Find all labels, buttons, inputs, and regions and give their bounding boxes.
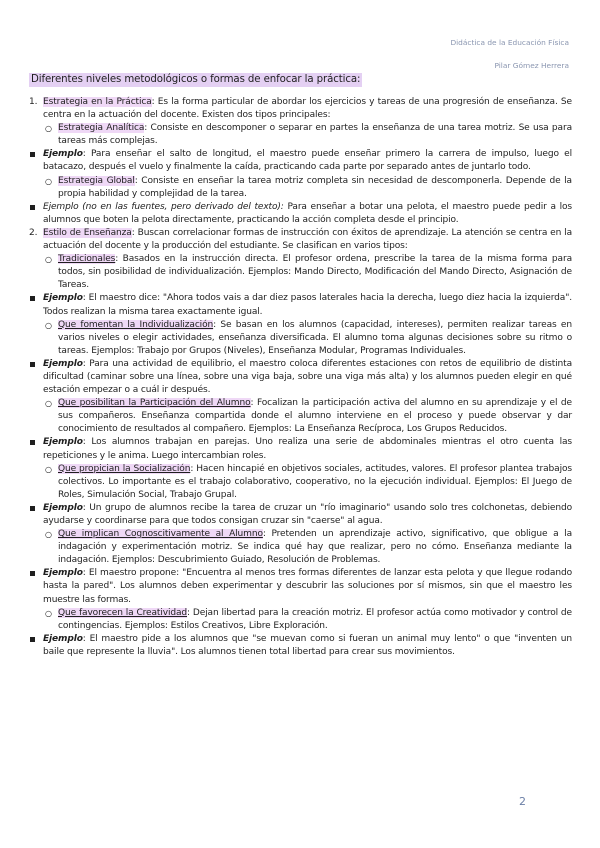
header-author: Pilar Gómez Herrera bbox=[494, 61, 569, 70]
term-highlight: Que posibilitan la Participación del Alumno bbox=[58, 398, 251, 409]
item-text: : Buscan correlacionar formas de instrucción con éxitos de aprendizaje. La atención se centra en la actuación del docente y la producción del estudiante. Se clasifican en varios tipos: bbox=[43, 227, 572, 252]
example-label: Ejemplo bbox=[43, 502, 83, 513]
sub-item-traditional bbox=[29, 253, 572, 292]
item-text: : Un grupo de alumnos recibe la tarea de cruzar un "río imaginario" usando solo tres colchonetas, debiendo ayudarse y coordinarse para que todos consigan cruzar sin "caerse" al agua. bbox=[43, 502, 572, 526]
item-text: : Los alumnos trabajan en parejas. Uno realiza una serie de abdominales mientras el otro cuenta las repeticiones y le anima. Luego intercambian roles. bbox=[43, 437, 572, 461]
example-label: Ejemplo bbox=[43, 358, 83, 369]
term-highlight: Estrategia Global bbox=[58, 175, 135, 186]
square-bullet-icon bbox=[30, 506, 35, 511]
term-highlight: Que favorecen la Creatividad bbox=[58, 607, 188, 618]
circle-bullet-icon: ○ bbox=[45, 464, 52, 474]
item-text: : Hacen hincapié en objetivos sociales, actitudes, valores. El profesor plantea trabajos colectivos. Lo importante es el trabajo colaborativo, cooperativo, no la ejecución individual. Ejemplos: El Juego de Roles, Simulación Social, Trabajo Grupal. bbox=[58, 463, 572, 500]
example-item bbox=[29, 292, 572, 318]
circle-bullet-icon: ○ bbox=[45, 176, 52, 186]
circle-bullet-icon: ○ bbox=[45, 124, 52, 134]
square-bullet-icon bbox=[30, 296, 35, 301]
example-label: Ejemplo (no en las fuentes, pero derivado del texto): bbox=[43, 201, 284, 212]
item-text: : Consiste en enseñar la tarea motriz completa sin necesidad de descomponerla. Depende de la propia habilidad y complejidad de la tarea. bbox=[58, 175, 572, 199]
item-text: : El maestro propone: "Encuentra al menos tres formas diferentes de lanzar esta pelota y que llegue rodando hasta la pared". Los alumnos deben experimentar y descubrir las soluciones por sí mismos, sin que el maestro les muestre las formas. bbox=[43, 568, 572, 605]
item-text: : El maestro pide a los alumnos que "se muevan como si fueran un animal muy lento" o que "inventen un baile que represente la lluvia". Los alumnos tienen total libertad para crear sus movimientos. bbox=[43, 633, 572, 657]
term-highlight: Que implican Cognoscitivamente al Alumno bbox=[58, 529, 263, 540]
item-text: : Focalizan la participación activa del alumno en su aprendizaje y el de sus compañeros. Enseñanza compartida donde el alumno interviene en el proceso y puede observar y dar conocimiento de resultados al compañero. Ejemplos: La Enseñanza Recíproca, Los Grupos Reducidos. bbox=[58, 398, 572, 435]
sub-item-creativity bbox=[29, 607, 572, 633]
square-bullet-icon bbox=[30, 205, 35, 210]
term-highlight: Estilo de Enseñanza bbox=[43, 227, 132, 238]
example-label: Ejemplo bbox=[43, 568, 83, 579]
example-item bbox=[29, 633, 572, 659]
numbered-item-style bbox=[29, 227, 572, 253]
document-body bbox=[29, 96, 572, 659]
item-text: : Consiste en descomponer o separar en partes la enseñanza de una tarea motriz. Se usa para tareas más complejas. bbox=[58, 123, 572, 147]
sub-item-participation bbox=[29, 397, 572, 436]
example-label: Ejemplo bbox=[43, 437, 83, 448]
item-text: Para enseñar a botar una pelota, el maestro puede pedir a los alumnos que boten la pelota directamente, practicando la acción completa desde el principio. bbox=[43, 201, 572, 225]
item-text: : Basados en la instrucción directa. El profesor ordena, prescribe la tarea de la misma forma para todos, sin posibilidad de individualización. Ejemplos: Mando Directo, Modificación del Mando Directo, Asignación de Tareas. bbox=[58, 254, 572, 291]
circle-bullet-icon: ○ bbox=[45, 530, 52, 540]
item-text: : Pretenden un aprendizaje activo, significativo, que obligue a la indagación y experimentación motriz. Se indica qué hay que realizar, pero no cómo. Enseñanza mediante la indagación. Ejemplos: Descubrimiento Guiado, Resolución de Problemas. bbox=[58, 529, 573, 566]
item-text: : Para una actividad de equilibrio, el maestro coloca diferentes estaciones con retos de equilibrio de distinta dificultad (caminar sobre una línea, sobre una viga baja, sobre una viga más alta) y los alumnos pueden elegir en qué estación empezar o a cuál ir después. bbox=[43, 358, 572, 396]
list-number: 2. bbox=[29, 227, 38, 238]
example-item bbox=[29, 567, 572, 606]
square-bullet-icon bbox=[30, 362, 35, 367]
example-label: Ejemplo bbox=[43, 149, 83, 160]
item-text: : El maestro dice: "Ahora todos vais a dar diez pasos laterales hacia la derecha, luego diez hacia la izquierda". Todos realizan la misma tarea exactamente igual. bbox=[43, 293, 572, 317]
circle-bullet-icon: ○ bbox=[45, 320, 52, 330]
term-highlight: Tradicionales bbox=[58, 254, 116, 265]
example-label: Ejemplo bbox=[43, 633, 83, 644]
sub-item-cognitive bbox=[29, 528, 572, 567]
square-bullet-icon bbox=[30, 637, 35, 642]
page-number: 2 bbox=[519, 795, 526, 808]
section-title: Diferentes niveles metodológicos o formas de enfocar la práctica: bbox=[31, 74, 361, 85]
numbered-item-strategy bbox=[29, 96, 572, 122]
term-highlight: Estrategia en la Práctica bbox=[43, 97, 152, 107]
example-item bbox=[29, 148, 572, 174]
term-highlight: Estrategia Analítica bbox=[58, 123, 145, 134]
term-highlight: Que fomentan la Individualización bbox=[58, 319, 214, 330]
example-item bbox=[29, 502, 572, 528]
header-course-title: Didáctica de la Educación Física bbox=[450, 38, 569, 47]
example-label: Ejemplo bbox=[43, 293, 83, 304]
list-number: 1. bbox=[29, 97, 38, 107]
item-text: : Es la forma particular de abordar los ejercicios y tareas de una progresión de enseñanza. Se centra en la actuación del docente. Existen dos tipos principales: bbox=[43, 97, 572, 121]
example-item bbox=[29, 436, 572, 462]
sub-item-socialization bbox=[29, 463, 572, 502]
term-highlight: Que propician la Socialización bbox=[58, 463, 191, 474]
example-item bbox=[29, 201, 572, 227]
item-text: : Dejan libertad para la creación motriz. El profesor actúa como motivador y control de contingencias. Ejemplos: Estilos Creativos, Libre Exploración. bbox=[58, 607, 572, 631]
example-item bbox=[29, 358, 572, 397]
square-bullet-icon bbox=[30, 440, 35, 445]
square-bullet-icon bbox=[30, 152, 35, 157]
square-bullet-icon bbox=[30, 571, 35, 576]
circle-bullet-icon: ○ bbox=[45, 255, 52, 265]
item-text: : Se basan en los alumnos (capacidad, intereses), permiten realizar tareas en varios niveles o elegir actividades, enseñanza diversificada. El alumno toma algunas decisiones sobre su ritmo o tareas. Ejemplos: Trabajo por Grupos (Niveles), Enseñanza Modular, Programas Individuales. bbox=[58, 319, 572, 356]
item-text: : Para enseñar el salto de longitud, el maestro puede enseñar primero la carrera de impulso, luego el batacazo, después el vuelo y finalmente la caída, practicando cada parte por separado antes de juntarlo todo. bbox=[43, 149, 572, 173]
sub-item-analytic bbox=[29, 122, 572, 148]
circle-bullet-icon: ○ bbox=[45, 608, 52, 618]
circle-bullet-icon: ○ bbox=[45, 399, 52, 409]
sub-item-global bbox=[29, 175, 572, 201]
sub-item-individualization bbox=[29, 319, 572, 358]
